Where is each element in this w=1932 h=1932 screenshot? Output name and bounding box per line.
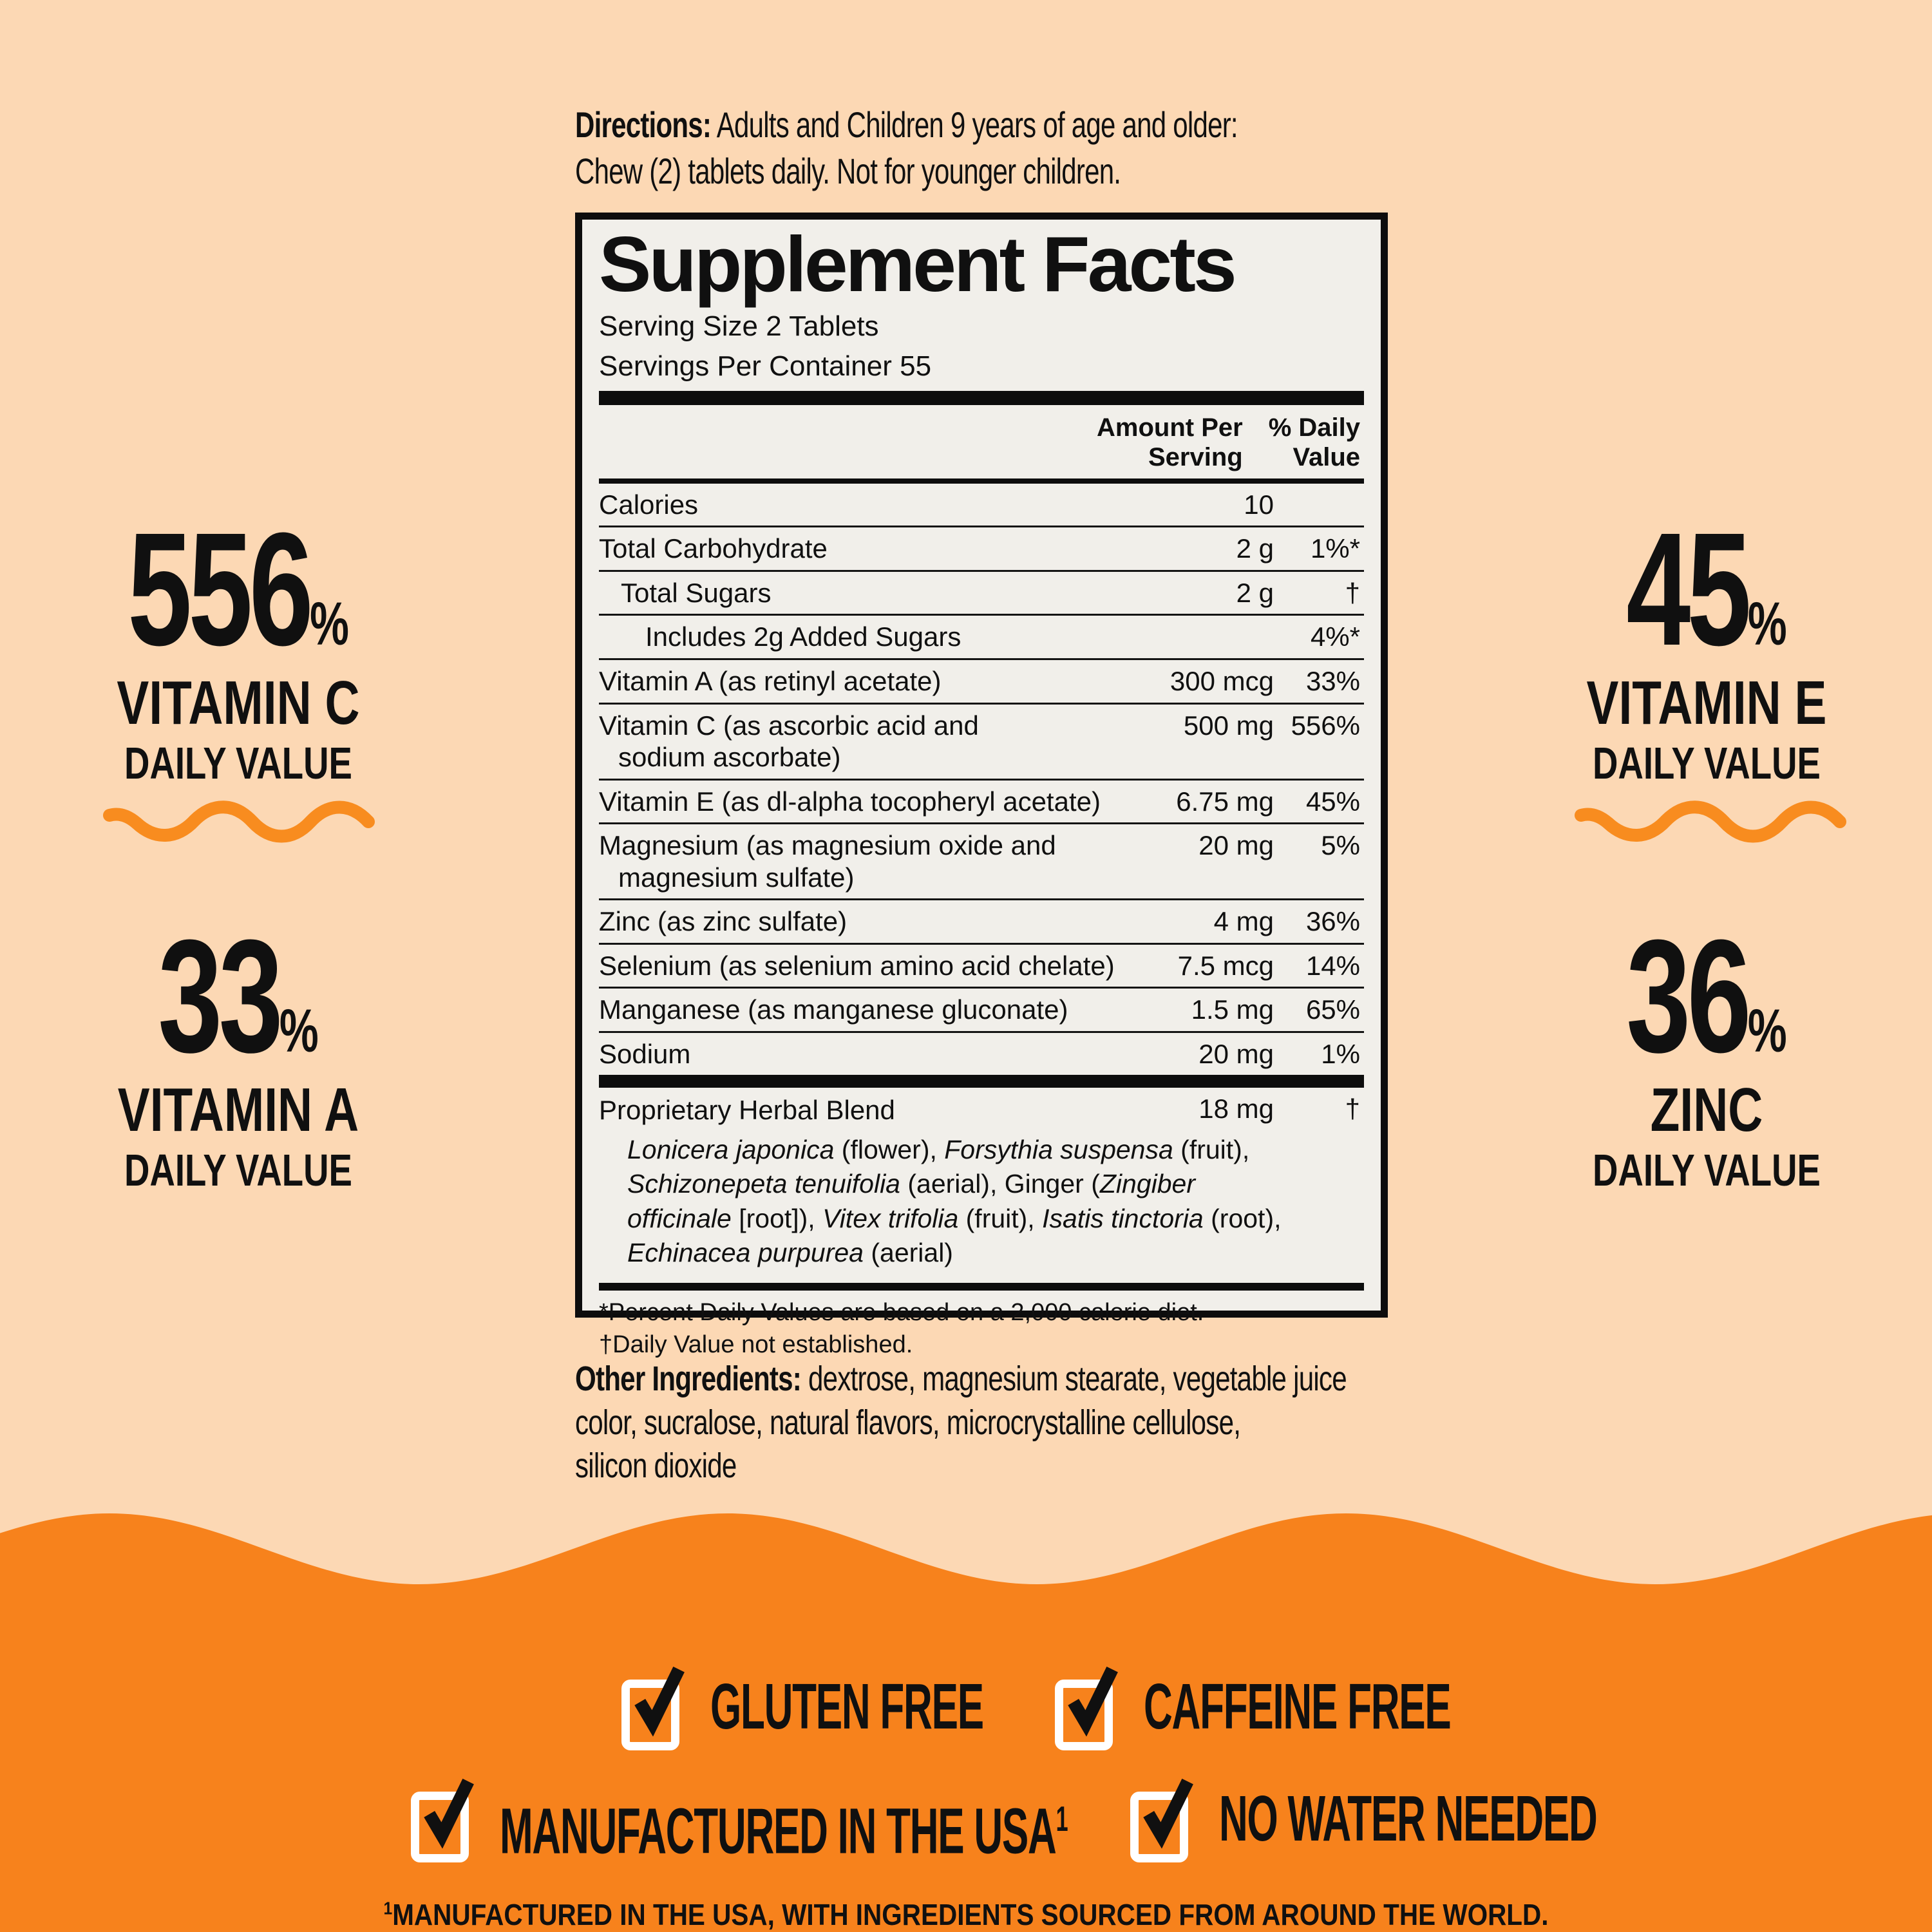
- herbal-description: Lonicera japonica (flower), Forsythia suspensa (fruit), Schizonepeta tenuifolia (aerial), Ginger (Zingiber officinale [root]), Vitex trifolia (fruit), Isatis tinctoria (root), Echinacea purpurea (aerial): [627, 1135, 1282, 1267]
- directions-text: [575, 102, 1396, 194]
- checkbox-icon: [411, 1792, 469, 1862]
- nutrient-row: Magnesium (as magnesium oxide and magnesium sulfate) 20 mg 5%: [599, 822, 1364, 898]
- nutrient-row: Manganese (as manganese gluconate) 1.5 mg 65%: [599, 987, 1364, 1031]
- stat-vitamin-c: [39, 499, 438, 788]
- squiggle-divider-left: [103, 802, 380, 844]
- herbal-name: Proprietary Herbal Blend: [599, 1095, 895, 1126]
- badge-caffeine-free: [1055, 1671, 1638, 1750]
- nutrient-row: Total Sugars 2 g †: [599, 570, 1364, 614]
- nutrient-row: Selenium (as selenium amino acid chelate) 7.5 mcg 14%: [599, 943, 1364, 987]
- directions-label: Directions:: [575, 104, 712, 145]
- servings-per-container: Servings Per Container 55: [599, 350, 932, 382]
- nutrient-row: Sodium 20 mg 1%: [599, 1031, 1364, 1075]
- badge-gluten-free-label: GLUTEN FREE: [710, 1671, 983, 1743]
- stat-vitamin-a-caption: DAILY VALUE: [124, 1145, 352, 1195]
- directions-line1: Adults and Children 9 years of age and older:: [716, 104, 1238, 145]
- checkbox-icon: [621, 1680, 679, 1750]
- stat-vitamin-a: [39, 906, 438, 1195]
- table-header: [599, 405, 1364, 478]
- sf-rows: [599, 484, 1364, 1075]
- nutrient-row: Total Carbohydrate 2 g 1%*: [599, 526, 1364, 570]
- nutrient-row: Zinc (as zinc sulfate) 4 mg 36%: [599, 898, 1364, 943]
- nutrient-row: Vitamin E (as dl-alpha tocopheryl acetate) 6.75 mg 45%: [599, 779, 1364, 823]
- stat-zinc-value: 36%: [1626, 906, 1787, 1086]
- stat-vitamin-a-name: VITAMIN A: [117, 1075, 359, 1144]
- stat-vitamin-c-caption: DAILY VALUE: [124, 738, 352, 788]
- wave-divider: [0, 1501, 1932, 1694]
- badge-no-water-needed-label: NO WATER NEEDED: [1219, 1783, 1597, 1855]
- nutrient-row: Includes 2g Added Sugars 4%*: [599, 614, 1364, 658]
- footnote-percent: *Percent Daily Values are based on a 2,000 calorie diet.: [599, 1299, 1204, 1327]
- directions-line2: Chew (2) tablets daily. Not for younger children.: [575, 150, 1121, 191]
- stat-vitamin-e-caption: DAILY VALUE: [1593, 738, 1821, 788]
- checkbox-icon: [1130, 1792, 1188, 1862]
- footer-disclaimer: $^1$MANUFACTURED IN THE USA, WITH INGREDIENTS SOURCED FROM AROUND THE WORLD.: [383, 1898, 1549, 1931]
- other-ingredients: Other Ingredients: dextrose, magnesium stearate, vegetable juice color, sucralose, natural flavors, microcrystalline cellulose, silicon dioxide: [575, 1359, 1347, 1485]
- herbal-amount: 18 mg: [1198, 1094, 1274, 1124]
- stat-vitamin-e-value: 45%: [1626, 499, 1787, 679]
- badge-no-water-needed: [1130, 1783, 1828, 1862]
- herbal-blend-row: [599, 1088, 1364, 1129]
- nutrient-row: Vitamin A (as retinyl acetate) 300 mcg 33%: [599, 658, 1364, 703]
- stat-vitamin-e: [1507, 499, 1906, 788]
- footnote-dagger: †Daily Value not established.: [599, 1331, 913, 1358]
- divider-thick: [599, 391, 1364, 405]
- serving-size: Serving Size 2 Tablets: [599, 310, 879, 342]
- stat-vitamin-c-value: 556%: [128, 499, 349, 679]
- stat-vitamin-e-name: VITAMIN E: [1586, 668, 1827, 737]
- squiggle-divider-right: [1575, 802, 1852, 844]
- stat-vitamin-c-name: VITAMIN C: [117, 668, 360, 737]
- panel-title: Supplement Facts: [599, 220, 1235, 308]
- divider-medium: [599, 478, 1364, 484]
- column-percent-daily-value: % Daily Value: [1268, 413, 1360, 471]
- panel-footnotes: [599, 1291, 1364, 1367]
- stat-zinc-caption: DAILY VALUE: [1593, 1145, 1821, 1195]
- column-amount-per-serving: Amount Per Serving: [1097, 413, 1243, 471]
- supplement-facts-panel: [575, 213, 1388, 1358]
- nutrient-row: Vitamin C (as ascorbic acid and sodium ascorbate) 500 mg 556%: [599, 703, 1364, 779]
- divider-thick: [599, 1075, 1364, 1088]
- checkbox-icon: [1055, 1680, 1113, 1750]
- stat-zinc-name: ZINC: [1650, 1075, 1763, 1144]
- herbal-dv: †: [1345, 1094, 1360, 1124]
- stat-zinc: [1507, 906, 1906, 1195]
- badge-caffeine-free-label: CAFFEINE FREE: [1144, 1671, 1451, 1743]
- divider-medium: [599, 1283, 1364, 1291]
- badge-manufactured-usa-label: MANUFACTURED IN THE USA$^1$: [500, 1795, 1068, 1868]
- nutrient-row: Calories 10: [599, 489, 1274, 520]
- stat-vitamin-a-value: 33%: [158, 906, 319, 1086]
- other-ingredients-label: Other Ingredients:: [575, 1359, 802, 1398]
